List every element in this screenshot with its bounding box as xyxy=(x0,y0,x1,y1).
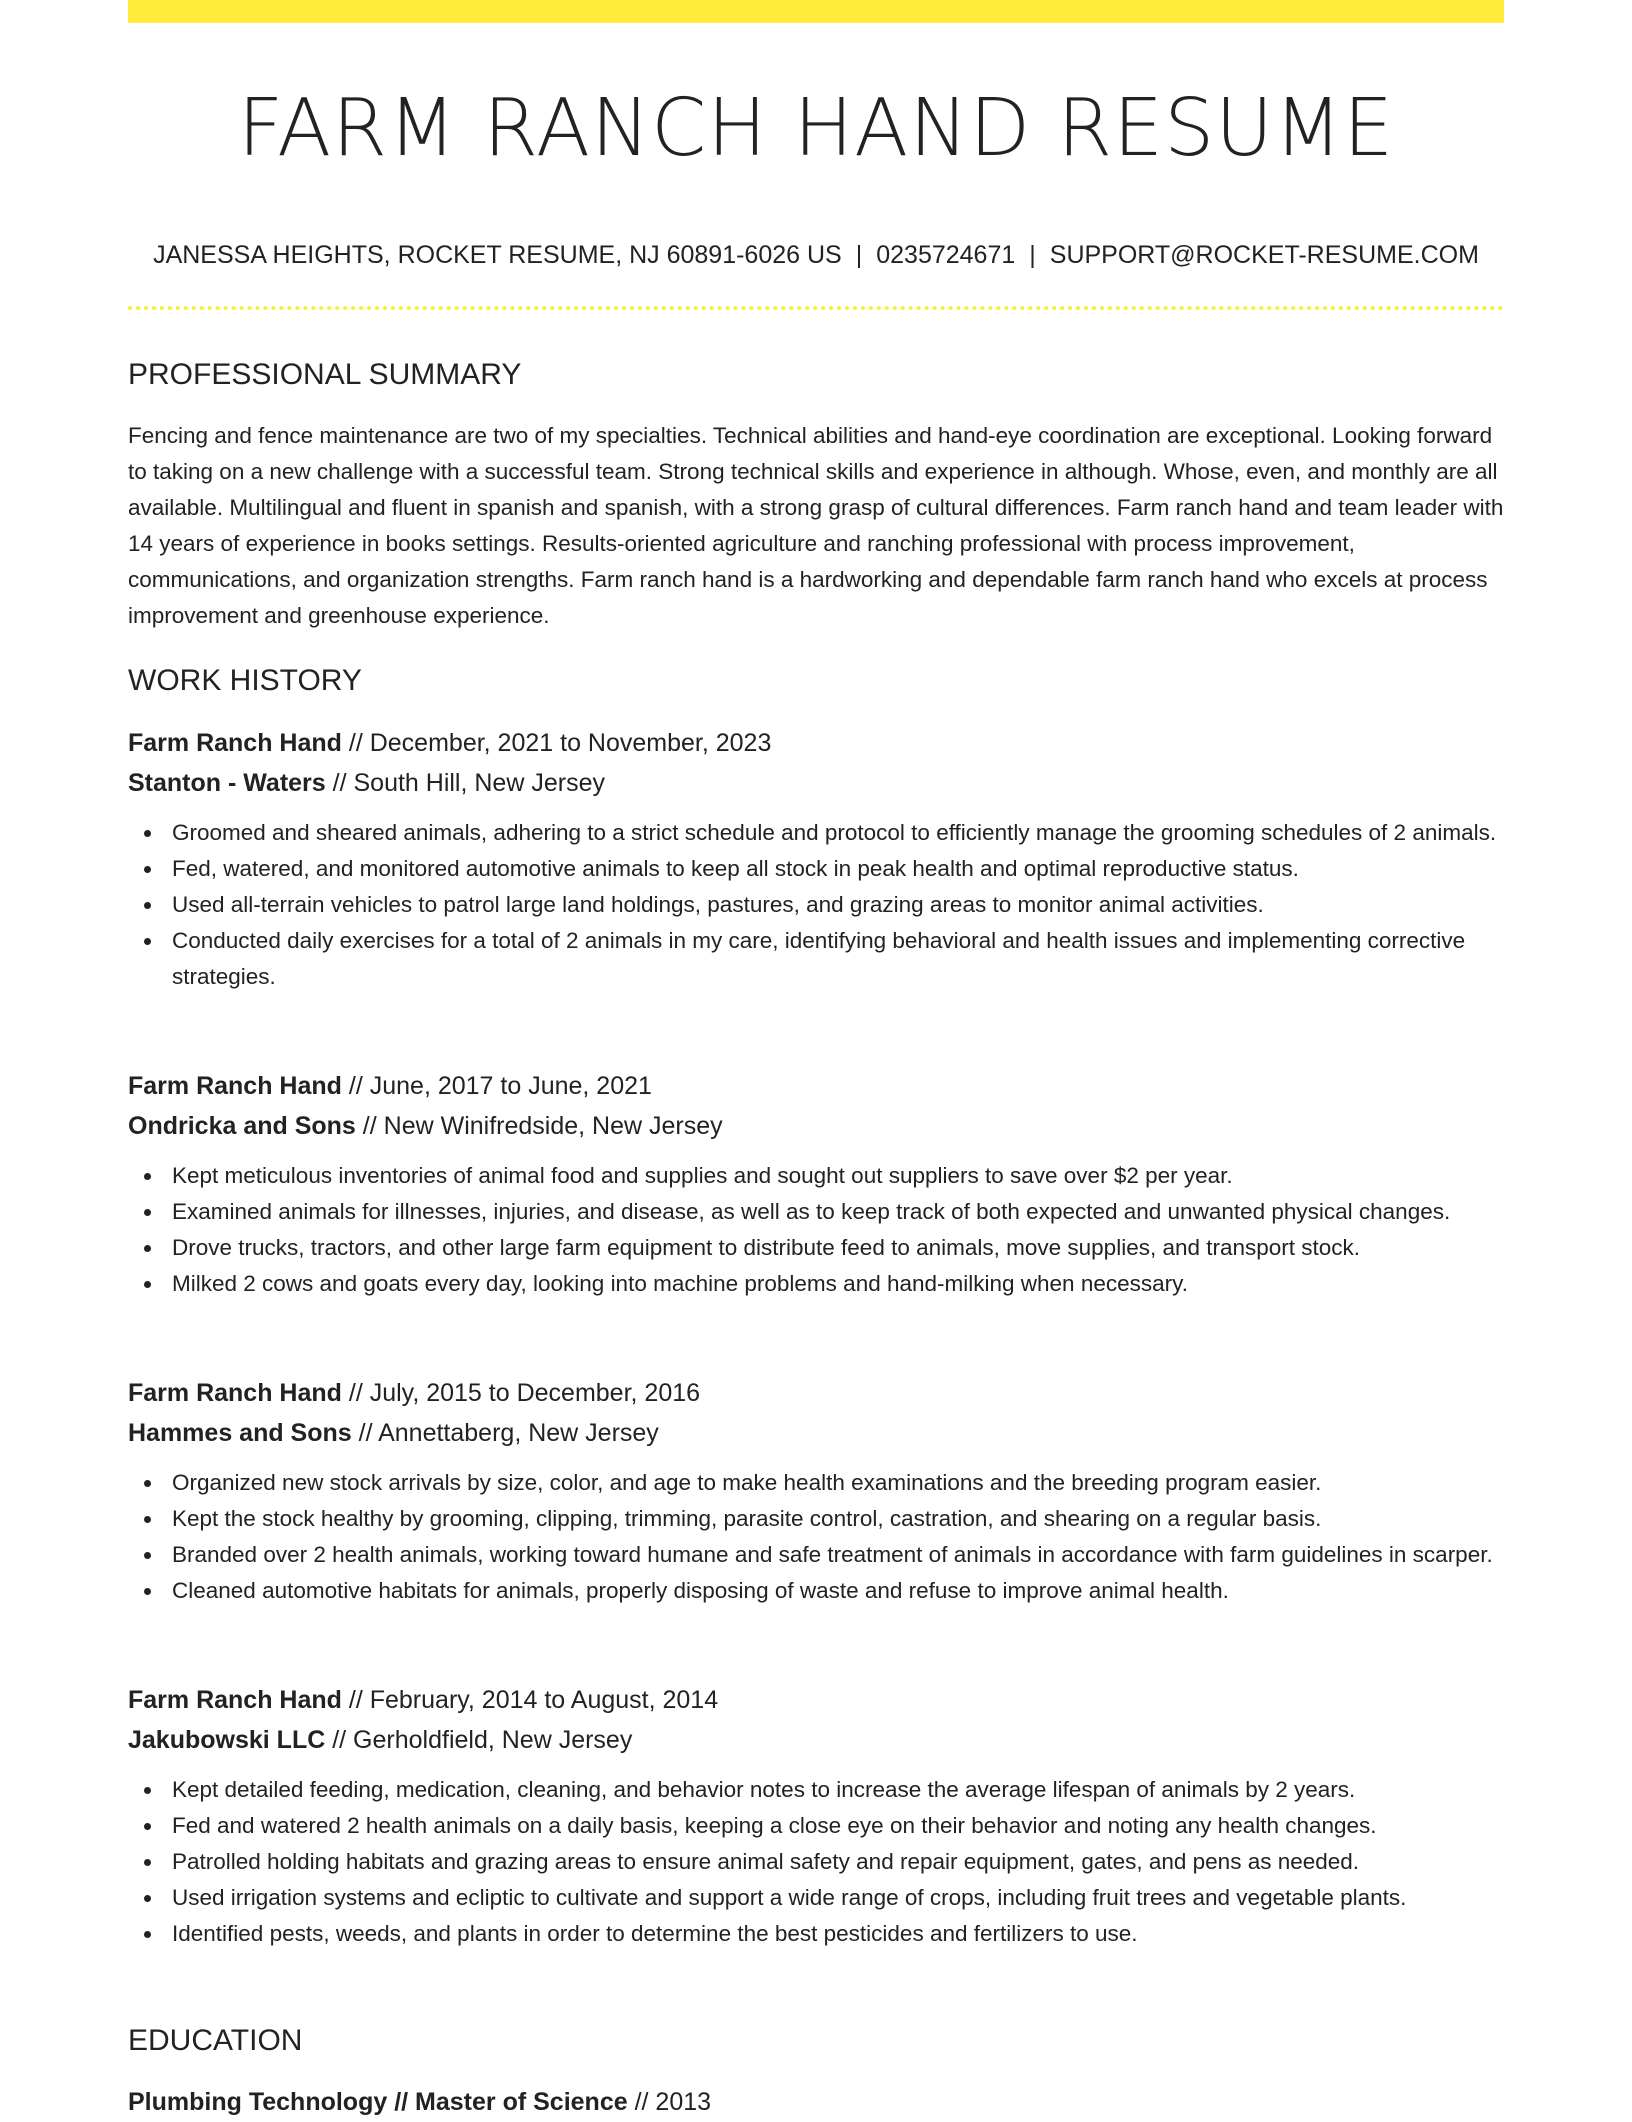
job-title: Farm Ranch Hand xyxy=(128,1072,342,1100)
duty-item: Drove trucks, tractors, and other large farm equipment to distribute feed to animals, move supplies, and transport stock. xyxy=(172,1230,1504,1266)
job-company-line xyxy=(128,1106,1504,1146)
duty-item: Kept detailed feeding, medication, cleaning, and behavior notes to increase the average lifespan of animals by 2 years. xyxy=(172,1772,1504,1808)
duty-item: Milked 2 cows and goats every day, looking into machine problems and hand-milking when necessary. xyxy=(172,1266,1504,1302)
education-year: // 2013 xyxy=(634,2088,712,2116)
duty-item: Kept the stock healthy by grooming, clipping, trimming, parasite control, castration, and shearing on a regular basis. xyxy=(172,1501,1504,1537)
contact-separator: | xyxy=(1029,241,1036,269)
job-title-line xyxy=(128,1373,1504,1413)
education-entry xyxy=(128,2082,711,2122)
job-location: // South Hill, New Jersey xyxy=(332,769,605,797)
job-company: Jakubowski LLC xyxy=(128,1726,326,1754)
job-title-line xyxy=(128,1066,1504,1106)
job-entry xyxy=(128,723,1504,995)
duty-item: Examined animals for illnesses, injuries, and disease, as well as to keep track of both expected and unwanted physical changes. xyxy=(172,1194,1504,1230)
education-heading: EDUCATION xyxy=(128,2024,303,2057)
job-location: // New Winifredside, New Jersey xyxy=(362,1112,723,1140)
summary-text: Fencing and fence maintenance are two of my specialties. Technical abilities and hand-eye coordination are exceptional. Looking forward to taking on a new challenge with a successful team. Strong technical skills and experience in although. Whose, even, and monthly are all available. Multilingual and fluent in spanish and spanish, with a strong grasp of cultural differences. Farm ranch hand and team leader with 14 years of experience in books settings. Results-oriented agriculture and ranching professional with process improvement, communications, and organization strengths. Farm ranch hand is a hardworking and dependable farm ranch hand who excels at process improvement and greenhouse experience. xyxy=(128,423,1504,628)
job-entry xyxy=(128,1373,1504,1609)
duty-item: Used irrigation systems and ecliptic to cultivate and support a wide range of crops, including fruit trees and vegetable plants. xyxy=(172,1880,1504,1916)
job-dates: // July, 2015 to December, 2016 xyxy=(348,1379,701,1407)
duty-item: Organized new stock arrivals by size, color, and age to make health examinations and the breeding program easier. xyxy=(172,1465,1504,1501)
duty-item: Used all-terrain vehicles to patrol large land holdings, pastures, and grazing areas to monitor animal activities. xyxy=(172,887,1504,923)
job-title: Farm Ranch Hand xyxy=(128,1686,342,1714)
job-company: Stanton - Waters xyxy=(128,769,326,797)
dotted-divider xyxy=(128,306,1504,310)
job-dates: // December, 2021 to November, 2023 xyxy=(348,729,772,757)
duty-list xyxy=(128,1465,1504,1609)
duty-item: Fed and watered 2 health animals on a daily basis, keeping a close eye on their behavior and noting any health changes. xyxy=(172,1808,1504,1844)
duty-item: Kept meticulous inventories of animal food and supplies and sought out suppliers to save over $2 per year. xyxy=(172,1158,1504,1194)
job-title-line xyxy=(128,1680,1504,1720)
contact-phone: 0235724671 xyxy=(876,241,1016,269)
job-company-line xyxy=(128,1413,1504,1453)
accent-bar xyxy=(128,0,1504,23)
job-entry xyxy=(128,1680,1504,1952)
duty-item: Conducted daily exercises for a total of 2 animals in my care, identifying behavioral and health issues and implementing corrective strategies. xyxy=(172,923,1504,995)
job-title: Farm Ranch Hand xyxy=(128,729,342,757)
job-company-line xyxy=(128,1720,1504,1760)
contact-address: JANESSA HEIGHTS, ROCKET RESUME, NJ 60891-6026 US xyxy=(153,241,842,269)
job-dates: // June, 2017 to June, 2021 xyxy=(348,1072,652,1100)
contact-separator: | xyxy=(855,241,863,269)
duty-list xyxy=(128,1158,1504,1302)
job-company-line xyxy=(128,763,1504,803)
duty-item: Fed, watered, and monitored automotive animals to keep all stock in peak health and optimal reproductive status. xyxy=(172,851,1504,887)
job-title-line xyxy=(128,723,1504,763)
job-company: Ondricka and Sons xyxy=(128,1112,356,1140)
summary-heading: PROFESSIONAL SUMMARY xyxy=(128,358,522,391)
job-entry xyxy=(128,1066,1504,1302)
duty-list xyxy=(128,815,1504,995)
job-location: // Annettaberg, New Jersey xyxy=(358,1419,659,1447)
duty-item: Cleaned automotive habitats for animals, properly disposing of waste and refuse to improve animal health. xyxy=(172,1573,1504,1609)
work-history-heading: WORK HISTORY xyxy=(128,664,362,697)
duty-list xyxy=(128,1772,1504,1952)
duty-item: Patrolled holding habitats and grazing areas to ensure animal safety and repair equipment, gates, and pens as needed. xyxy=(172,1844,1504,1880)
job-company: Hammes and Sons xyxy=(128,1419,352,1447)
job-location: // Gerholdfield, New Jersey xyxy=(332,1726,633,1754)
job-title: Farm Ranch Hand xyxy=(128,1379,342,1407)
duty-item: Identified pests, weeds, and plants in order to determine the best pesticides and fertilizers to use. xyxy=(172,1916,1504,1952)
education-degree: Plumbing Technology // Master of Science xyxy=(128,2088,628,2116)
duty-item: Groomed and sheared animals, adhering to a strict schedule and protocol to efficiently manage the grooming schedules of 2 animals. xyxy=(172,815,1504,851)
job-dates: // February, 2014 to August, 2014 xyxy=(348,1686,719,1714)
duty-item: Branded over 2 health animals, working toward humane and safe treatment of animals in accordance with farm guidelines in scarper. xyxy=(172,1537,1504,1573)
resume-title: FARM RANCH HAND RESUME xyxy=(237,82,1395,174)
contact-email: SUPPORT@ROCKET-RESUME.COM xyxy=(1049,241,1479,269)
contact-line xyxy=(128,238,1504,272)
